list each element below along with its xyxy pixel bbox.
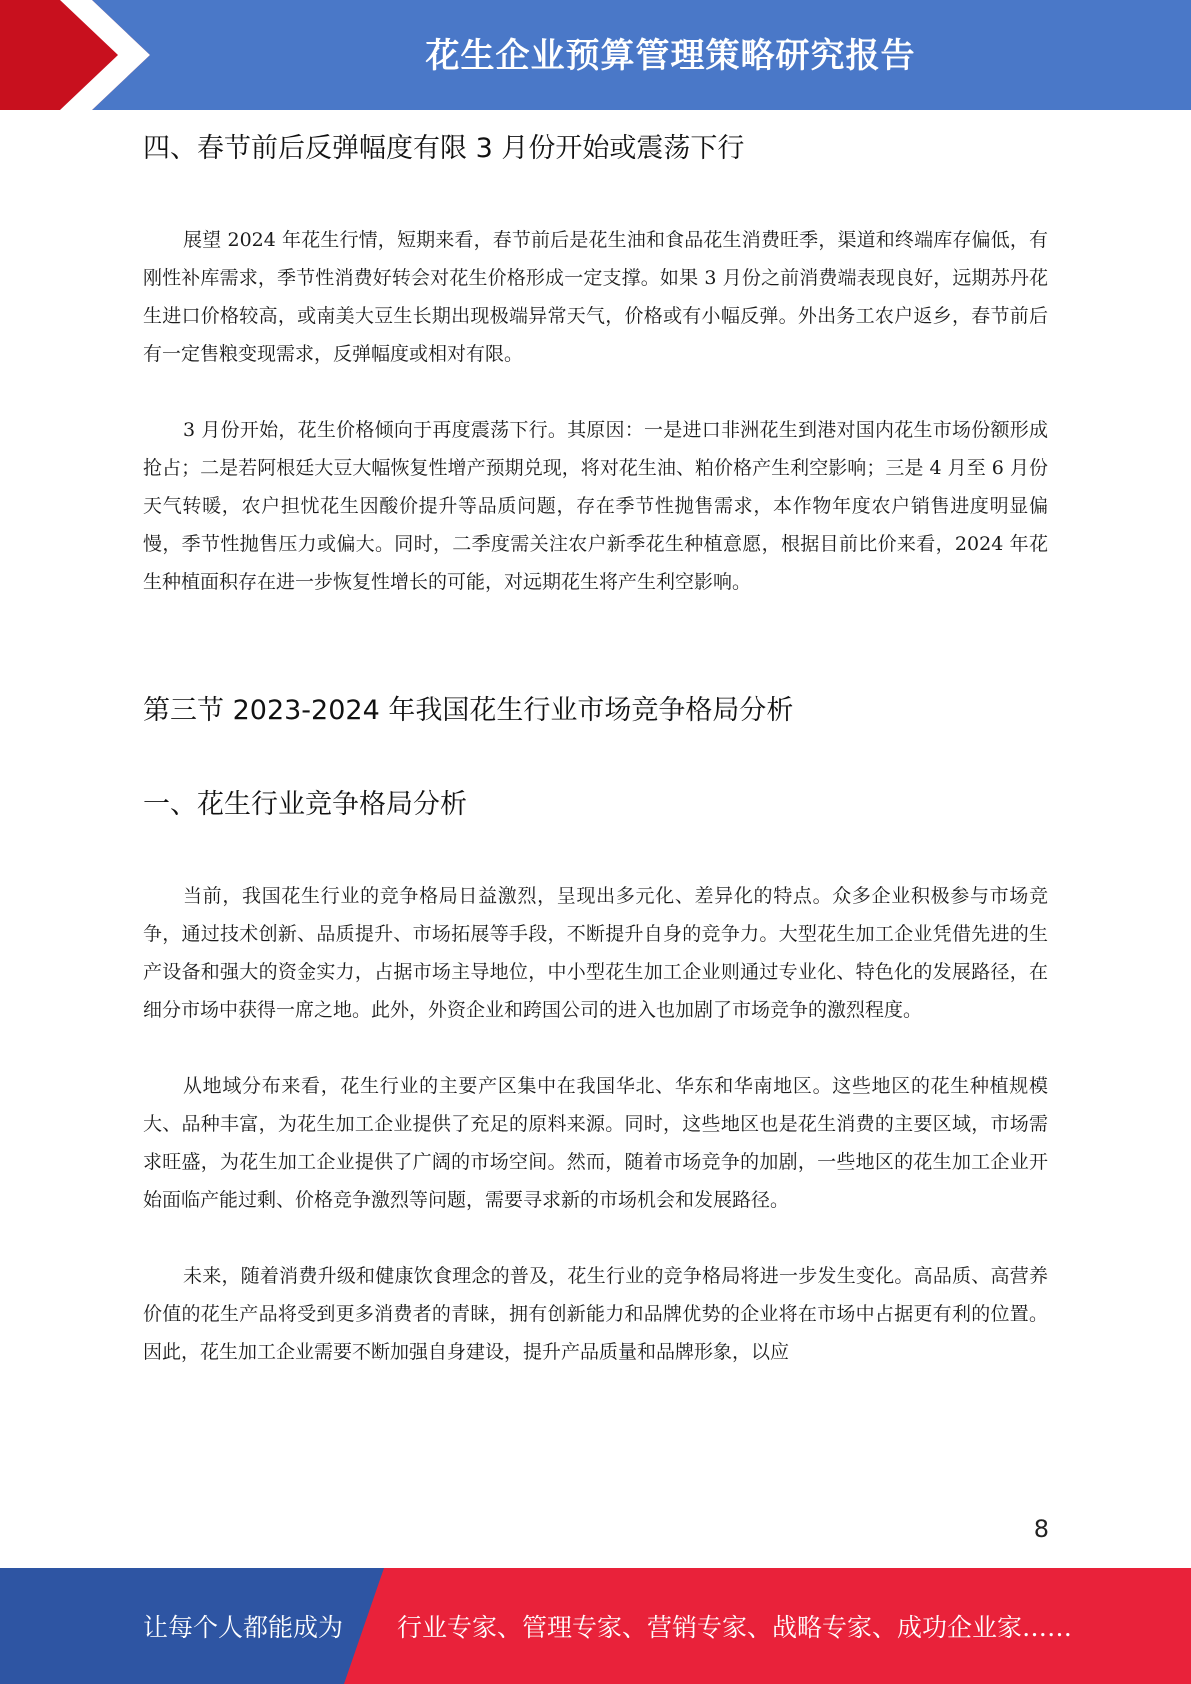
- footer-slogan-right: 行业专家、管理专家、营销专家、战略专家、成功企业家……: [397, 1613, 1073, 1642]
- section-heading: 四、春节前后反弹幅度有限 3 月份开始或震荡下行: [143, 133, 745, 164]
- paragraph: 当前，我国花生行业的竞争格局日益激烈，呈现出多元化、差异化的特点。众多企业积极参与市场竞争，通过技术创新、品质提升、市场拓展等手段，不断提升自身的竞争力。大型花生加工企业凭借先进的生产设备和强大的资金实力，占据市场主导地位，中小型花生加工企业则通过专业化、特色化的发展路径，在细分市场中获得一席之地。此外，外资企业和跨国公司的进入也加剧了市场竞争的激烈程度。: [143, 885, 1048, 1021]
- footer-slogan-left: 让每个人都能成为: [143, 1613, 344, 1642]
- page-number: 8: [1033, 1515, 1049, 1543]
- header-arrow-decoration: [0, 0, 150, 110]
- paragraph: 3 月份开始，花生价格倾向于再度震荡下行。其原因：一是进口非洲花生到港对国内花生市场份额形成抢占；二是若阿根廷大豆大幅恢复性增产预期兑现，将对花生油、粕价格产生利空影响；三是 4 月至 6 月份天气转暖，农户担忧花生因酸价提升等品质问题，存在季节性抛售需求，本作物年度农户销售进度明显偏慢，季节性抛售压力或偏大。同时，二季度需关注农户新季花生种植意愿，根据目前比价来看，2024 年花生种植面积存在进一步恢复性增长的可能，对远期花生将产生利空影响。: [143, 419, 1048, 593]
- page-footer: [0, 1568, 1191, 1684]
- page-header: [0, 0, 1191, 110]
- page-content: [143, 112, 1048, 1371]
- paragraph: 从地域分布来看，花生行业的主要产区集中在我国华北、华东和华南地区。这些地区的花生种植规模大、品种丰富，为花生加工企业提供了充足的原料来源。同时，这些地区也是花生消费的主要区域，市场需求旺盛，为花生加工企业提供了广阔的市场空间。然而，随着市场竞争的加剧，一些地区的花生加工企业开始面临产能过剩、价格竞争激烈等问题，需要寻求新的市场机会和发展路径。: [143, 1075, 1048, 1211]
- paragraph: 未来，随着消费升级和健康饮食理念的普及，花生行业的竞争格局将进一步发生变化。高品质、高营养价值的花生产品将受到更多消费者的青睐，拥有创新能力和品牌优势的企业将在市场中占据更有利的位置。因此，花生加工企业需要不断加强自身建设，提升产品质量和品牌形象，以应: [143, 1265, 1048, 1363]
- chapter-heading: 第三节 2023-2024 年我国花生行业市场竞争格局分析: [143, 695, 794, 726]
- paragraph: 展望 2024 年花生行情，短期来看，春节前后是花生油和食品花生消费旺季，渠道和终端库存偏低，有刚性补库需求，季节性消费好转会对花生价格形成一定支撑。如果 3 月份之前消费端表现良好，远期苏丹花生进口价格较高，或南美大豆生长期出现极端异常天气，价格或有小幅反弹。外出务工农户返乡，春节前后有一定售粮变现需求，反弹幅度或相对有限。: [143, 229, 1048, 365]
- section-heading: 一、花生行业竞争格局分析: [143, 789, 467, 820]
- report-title: 花生企业预算管理策略研究报告: [425, 35, 916, 76]
